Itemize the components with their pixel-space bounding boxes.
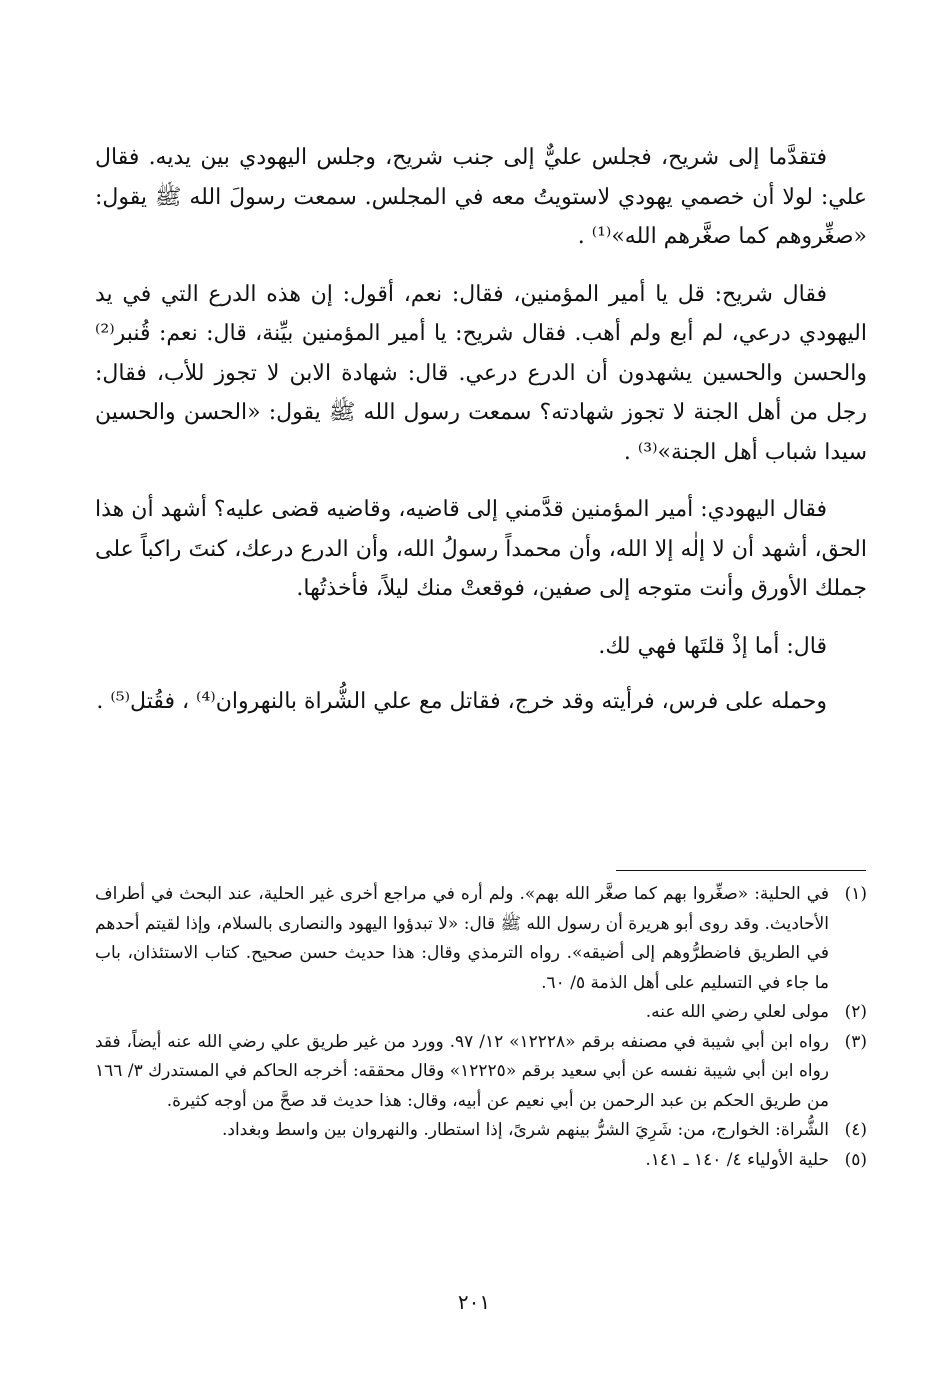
footnote-text: رواه ابن أبي شيبة في مصنفه برقم «١٢٢٢٨» ١٢/ ٩٧. وورد من غير طريق علي رضي الله عنه أيضاً، فقد رواه ابن أبي شيبة نفسه عن أبي سعيد برقم «١٢٢٢٥» وقال محققه: أخرجه الحاكم في المستدرك ٣/ ١٦٦ من طريق الحكم بن عبد الرحمن بن أبي نعيم عن أبيه، وقال: هذا حديث قد صحَّ من أوجه كثيرة. bbox=[95, 1031, 829, 1111]
footnote-3 bbox=[95, 1028, 867, 1117]
main-text bbox=[95, 138, 867, 740]
paragraph-5: وحمله على فرس، فرأيته وقد خرج، فقاتل مع علي الشُّراة بالنهروان⁽⁴⁾ ، فقُتل⁽⁵⁾ . bbox=[96, 689, 827, 714]
footnote-number: (١) bbox=[844, 884, 867, 904]
footnote-number: (٥) bbox=[844, 1149, 867, 1170]
footnote-1 bbox=[95, 880, 867, 998]
paragraph-3: فقال اليهودي: أمير المؤمنين قدَّمني إلى قاضيه، وقاضيه قضى عليه؟ أشهد أن هذا الحق، أشهد أن لا إلٰه إلا الله، وأن محمداً رسولُ الله، وأن الدرع درعك، كنتَ راكباً على جملك الأورق وأنت متوجه إلى صفين، فوقعتْ منك ليلاً، فأخذتُها. bbox=[95, 497, 867, 601]
footnote-2 bbox=[95, 998, 867, 1028]
footnote-text: مولى لعلي رضي الله عنه. bbox=[645, 1002, 829, 1022]
paragraph-4: قال: أما إذْ قلتَها فهي لك. bbox=[598, 633, 827, 659]
paragraph-1: فتقدَّما إلى شريح، فجلس عليٌّ إلى جنب شريح، وجلس اليهودي بين يديه. فقال علي: لولا أن خصمي يهودي لاستويتُ معه في المجلس. سمعت رسولَ الله ﷺ يقول: «صغِّروهم كما صغَّرهم الله»⁽¹⁾ . bbox=[95, 145, 867, 249]
footnote-text: الشُّراة: الخوارج، من: شَرِيَ الشرُّ بينهم شرىً، إذا استطار. والنهروان بين واسط وبغداد. bbox=[221, 1120, 829, 1140]
footnotes bbox=[95, 880, 867, 1175]
footnote-number: (٣) bbox=[844, 1031, 867, 1052]
footnote-number: (٢) bbox=[844, 1002, 867, 1022]
paragraph-2: فقال شريح: قل يا أمير المؤمنين، فقال: نعم، أقول: إن هذه الدرع التي في يد اليهودي درعي، لم أبع ولم أهب. فقال شريح: يا أمير المؤمنين بيِّنة، قال: نعم: قُنبر⁽²⁾ والحسن والحسين يشهدون أن الدرع درعي. قال: شهادة الابن لا تجوز للأب، فقال: رجل من أهل الجنة لا تجوز شهادته؟ سمعت رسول الله ﷺ يقول: «الحسن والحسين سيدا شباب أهل الجنة»⁽³⁾ . bbox=[95, 281, 867, 465]
footnote-number: (٤) bbox=[844, 1120, 867, 1140]
footnote-4 bbox=[95, 1116, 867, 1146]
footnote-text: حلية الأولياء ٤/ ١٤٠ ـ ١٤١. bbox=[645, 1149, 829, 1170]
footnote-text: في الحلية: «صغِّروا بهم كما صغَّر الله بهم». ولم أره في مراجع أخرى غير الحلية، عند البحث في أطراف الأحاديث. وقد روى أبو هريرة أن رسول الله ﷺ قال: «لا تبدؤوا اليهود والنصارى بالسلام، وإذا لقيتم أحدهم في الطريق فاضطرُّوهم إلى أضيقه». رواه الترمذي وقال: هذا حديث حسن صحيح. كتاب الاستئذان، باب ما جاء في التسليم على أهل الذمة ٥/ ٦٠. bbox=[95, 884, 829, 993]
footnote-separator bbox=[616, 870, 866, 871]
footnote-5 bbox=[95, 1146, 867, 1176]
page-number: ٢٠١ bbox=[457, 1290, 491, 1314]
